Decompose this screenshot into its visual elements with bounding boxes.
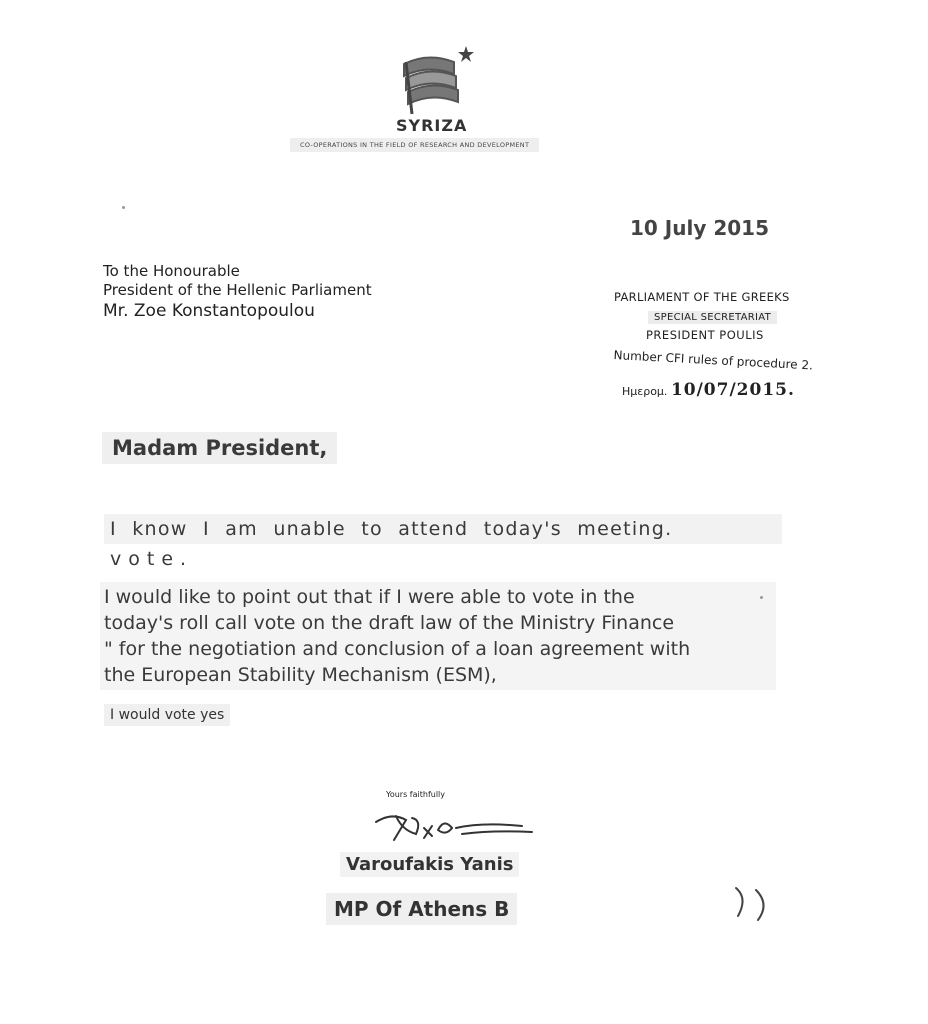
signer-role: MP Of Athens B bbox=[326, 893, 517, 925]
paragraph-line: " for the negotiation and conclusion of a loan agreement with bbox=[104, 638, 691, 660]
salutation: Madam President, bbox=[102, 432, 337, 464]
stamp-line: PARLIAMENT OF THE GREEKS bbox=[614, 290, 790, 304]
paragraph-line: the European Stability Mechanism (ESM), bbox=[104, 664, 497, 686]
stamp-line: PRESIDENT POULIS bbox=[646, 328, 764, 342]
paragraph-line: I would like to point out that if I were able to vote in the bbox=[104, 586, 635, 608]
handwritten-mark-icon bbox=[726, 880, 786, 930]
stamp-date bbox=[622, 380, 795, 400]
stamp-line: Number CFI rules of procedure 2. bbox=[613, 348, 814, 373]
stamp-line: SPECIAL SECRETARIAT bbox=[648, 311, 777, 324]
paragraph-2 bbox=[100, 582, 776, 690]
party-name: SYRIZA bbox=[396, 116, 468, 135]
paragraph-1-continuation: vote. bbox=[110, 548, 194, 570]
stamp-date-value: 10/07/2015. bbox=[670, 380, 795, 400]
scan-speck bbox=[122, 206, 125, 209]
addressee-name: Mr. Zoe Konstantopoulou bbox=[103, 301, 315, 321]
syriza-logo bbox=[398, 44, 482, 116]
addressee-line: To the Honourable bbox=[103, 262, 240, 280]
stamp-date-prefix: Ημερομ. bbox=[622, 385, 668, 398]
paragraph-line: today's roll call vote on the draft law of the Ministry Finance bbox=[104, 612, 675, 634]
vote-statement: I would vote yes bbox=[104, 704, 230, 726]
signer-name: Varoufakis Yanis bbox=[340, 852, 519, 877]
letterhead-tagline: CO-OPERATIONS IN THE FIELD OF RESEARCH AND DEVELOPMENT bbox=[290, 138, 539, 152]
addressee-block bbox=[103, 262, 372, 322]
paragraph-1: I know I am unable to attend today's meeting. bbox=[104, 514, 782, 544]
signature-icon bbox=[372, 806, 542, 850]
star-icon bbox=[458, 46, 474, 62]
valediction: Yours faithfully bbox=[386, 790, 446, 799]
letter-date: 10 July 2015 bbox=[630, 216, 769, 240]
scan-speck bbox=[760, 596, 763, 599]
addressee-line: President of the Hellenic Parliament bbox=[103, 281, 372, 299]
